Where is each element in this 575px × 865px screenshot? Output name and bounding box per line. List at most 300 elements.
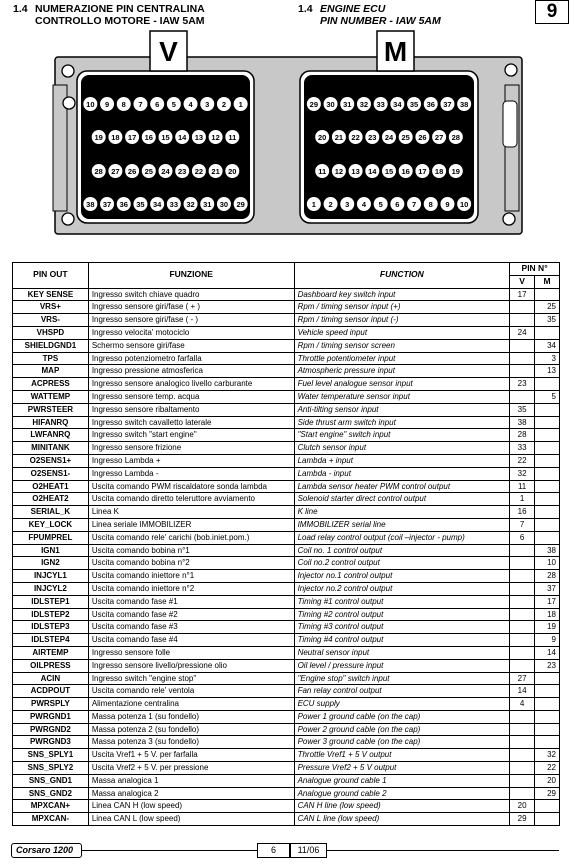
cell-pin-v [510, 352, 535, 365]
cell-pin-m [535, 429, 560, 442]
cell-pin-v [510, 608, 535, 621]
pin-number: 11 [228, 132, 237, 142]
cell-function: Power 1 ground cable (on the cap) [294, 710, 510, 723]
cell-function: Atmospheric pressure input [294, 365, 510, 378]
pin-number: 36 [119, 199, 128, 209]
pin-number: 15 [384, 166, 394, 176]
cell-pin-out: PWRGND1 [13, 710, 89, 723]
table-row [13, 390, 560, 403]
cell-funzione: Ingresso switch "start engine" [88, 429, 294, 442]
pin-number: 32 [359, 99, 369, 109]
cell-function: Lambda + input [294, 454, 510, 467]
cell-pin-m [535, 672, 560, 685]
cell-pin-v: 4 [510, 698, 535, 711]
cell-funzione: Uscita comando fase #1 [88, 595, 294, 608]
ecu-connector-diagram [0, 0, 575, 262]
cell-pin-out: MINITANK [13, 442, 89, 455]
cell-pin-out: O2SENS1- [13, 467, 89, 480]
table-row [13, 685, 560, 698]
cell-pin-v [510, 762, 535, 775]
pin-number: 10 [86, 99, 95, 109]
table-row [13, 467, 560, 480]
cell-pin-m: 19 [535, 621, 560, 634]
pin-number: 13 [351, 166, 360, 176]
cell-pin-m [535, 480, 560, 493]
cell-pin-out: PWRGND2 [13, 723, 89, 736]
right-slot [503, 101, 517, 147]
cell-function: Load relay control output (coil –injector - pump) [294, 531, 510, 544]
table-row [13, 557, 560, 570]
cell-pin-v [510, 339, 535, 352]
table-row [13, 672, 560, 685]
pin-number: 22 [194, 166, 204, 176]
cell-pin-out: HIFANRQ [13, 416, 89, 429]
pin-number: 27 [111, 166, 120, 176]
cell-pin-v [510, 390, 535, 403]
cell-pin-v [510, 787, 535, 800]
cell-funzione: Uscita Vref1 + 5 V. per farfalla [88, 749, 294, 762]
cell-pin-m [535, 442, 560, 455]
cell-pin-m [535, 800, 560, 813]
pin-number: 10 [459, 199, 469, 209]
cell-pin-out: PWRSTEER [13, 403, 89, 416]
cell-function: CAN L line (low speed) [294, 813, 510, 826]
pin-number: 20 [318, 132, 327, 142]
cell-function: Neutral sensor input [294, 646, 510, 659]
cell-funzione: Linea K [88, 506, 294, 519]
cell-function: Solenoid starter direct control output [294, 493, 510, 506]
cell-pin-out: ACDPOUT [13, 685, 89, 698]
table-row [13, 378, 560, 391]
table-row [13, 698, 560, 711]
cell-funzione: Linea seriale IMMOBILIZER [88, 518, 294, 531]
pin-number: 24 [384, 132, 394, 142]
pin-number: 31 [343, 99, 352, 109]
cell-funzione: Ingresso sensore giri/fase ( - ) [88, 314, 294, 327]
pin-number: 15 [161, 132, 170, 142]
cell-pin-v: 27 [510, 672, 535, 685]
pin-number: 38 [459, 99, 469, 109]
pin-number: 12 [211, 132, 220, 142]
cell-funzione: Ingresso sensore frizione [88, 442, 294, 455]
cell-function: Timing #3 control output [294, 621, 510, 634]
cell-pin-out: KEY_LOCK [13, 518, 89, 531]
cell-pin-m [535, 518, 560, 531]
cell-pin-v [510, 723, 535, 736]
cell-pin-m [535, 723, 560, 736]
cell-funzione: Massa analogica 2 [88, 787, 294, 800]
cell-pin-v: 7 [510, 518, 535, 531]
table-row [13, 723, 560, 736]
table-row [13, 314, 560, 327]
pin-number: 29 [309, 99, 319, 109]
cell-funzione: Ingresso sensore ribaltamento [88, 403, 294, 416]
table-row [13, 493, 560, 506]
pin-number: 36 [426, 99, 435, 109]
pin-number: 16 [144, 132, 153, 142]
cell-pin-out: INJCYL2 [13, 582, 89, 595]
pin-number: 7 [411, 199, 417, 209]
pin-number: 32 [186, 199, 195, 209]
cell-pin-out: IDLSTEP1 [13, 595, 89, 608]
footer-date: 11/06 [290, 843, 327, 858]
pin-number: 6 [395, 199, 400, 209]
pin-number: 28 [451, 132, 460, 142]
cell-funzione: Massa potenza 3 (su fondello) [88, 736, 294, 749]
label-m: M [383, 36, 408, 67]
cell-pin-out: O2HEAT2 [13, 493, 89, 506]
footer-rule-right [327, 850, 559, 851]
table-row [13, 416, 560, 429]
col-pin-out: PIN OUT [13, 263, 89, 289]
cell-funzione: Ingresso Lambda + [88, 454, 294, 467]
page-tab: 9 [535, 0, 569, 24]
cell-funzione: Uscita Vref2 + 5 V. per pressione [88, 762, 294, 775]
cell-funzione: Uscita comando fase #3 [88, 621, 294, 634]
table-row [13, 326, 560, 339]
cell-pin-m: 23 [535, 659, 560, 672]
cell-function: "Engine stop" switch input [294, 672, 510, 685]
title-it-line2: CONTROLLO MOTORE - IAW 5AM [35, 15, 205, 27]
cell-funzione: Massa potenza 2 (su fondello) [88, 723, 294, 736]
table-row [13, 570, 560, 583]
cell-pin-v: 33 [510, 442, 535, 455]
title-en-line1: ENGINE ECU [320, 3, 386, 15]
cell-function: Pressure Vref2 + 5 V output [294, 762, 510, 775]
cell-pin-out: MPXCAN- [13, 813, 89, 826]
cell-function: Oil level / pressure input [294, 659, 510, 672]
cell-pin-out: KEY SENSE [13, 288, 89, 301]
mount-hole-tr [505, 64, 517, 76]
pin-number: 3 [345, 199, 350, 209]
cell-pin-v: 17 [510, 288, 535, 301]
pin-table [12, 262, 560, 826]
cell-pin-m: 28 [535, 570, 560, 583]
section-number-en: 1.4 [298, 3, 313, 15]
cell-funzione: Uscita comando iniettore n°1 [88, 570, 294, 583]
cell-pin-m: 9 [535, 634, 560, 647]
cell-funzione: Ingresso sensore giri/fase ( + ) [88, 301, 294, 314]
cell-pin-out: SERIAL_K [13, 506, 89, 519]
cell-pin-v [510, 557, 535, 570]
cell-pin-m [535, 326, 560, 339]
pin-number: 2 [328, 199, 333, 209]
cell-pin-out: IDLSTEP3 [13, 621, 89, 634]
cell-pin-m: 22 [535, 762, 560, 775]
cell-function: Water temperature sensor input [294, 390, 510, 403]
cell-funzione: Ingresso velocita' motociclo [88, 326, 294, 339]
title-en-line2: PIN NUMBER - IAW 5AM [320, 15, 441, 27]
col-pin-n: PIN N° [510, 263, 560, 276]
cell-function: Coil no.2 control output [294, 557, 510, 570]
pin-number: 20 [228, 166, 237, 176]
col-m: M [535, 275, 560, 288]
cell-function: Throttle Vref1 + 5 V output [294, 749, 510, 762]
cell-function: Timing #2 control output [294, 608, 510, 621]
pin-number: 34 [152, 199, 162, 209]
cell-pin-m: 10 [535, 557, 560, 570]
cell-pin-v: 23 [510, 378, 535, 391]
cell-funzione: Ingresso sensore livello/pressione olio [88, 659, 294, 672]
pin-number: 1 [238, 99, 243, 109]
pin-number: 5 [171, 99, 176, 109]
cell-funzione: Uscita comando iniettore n°2 [88, 582, 294, 595]
cell-pin-m: 35 [535, 314, 560, 327]
cell-pin-v: 20 [510, 800, 535, 813]
table-row [13, 544, 560, 557]
cell-pin-out: SHIELDGND1 [13, 339, 89, 352]
cell-function: Rpm / timing sensor input (-) [294, 314, 510, 327]
table-row [13, 749, 560, 762]
table-row [13, 787, 560, 800]
cell-pin-v: 38 [510, 416, 535, 429]
cell-funzione: Ingresso pressione atmosferica [88, 365, 294, 378]
mount-hole-bl [62, 213, 74, 225]
cell-pin-m: 18 [535, 608, 560, 621]
cell-pin-out: ACIN [13, 672, 89, 685]
label-v: V [159, 36, 178, 67]
cell-pin-v: 29 [510, 813, 535, 826]
cell-function: Power 3 ground cable (on the cap) [294, 736, 510, 749]
cell-pin-out: IDLSTEP2 [13, 608, 89, 621]
cell-function: Timing #4 control output [294, 634, 510, 647]
cell-funzione: Ingresso sensore analogico livello carburante [88, 378, 294, 391]
cell-pin-m [535, 403, 560, 416]
col-funzione: FUNZIONE [88, 263, 294, 289]
pin-number: 26 [127, 166, 137, 176]
cell-funzione: Uscita comando PWM riscaldatore sonda lambda [88, 480, 294, 493]
pin-number: 14 [368, 166, 377, 176]
cell-function: Side thrust arm switch input [294, 416, 510, 429]
cell-pin-v: 6 [510, 531, 535, 544]
pin-number: 30 [326, 99, 335, 109]
cell-pin-m [535, 288, 560, 301]
cell-pin-m: 38 [535, 544, 560, 557]
pin-number: 27 [434, 132, 444, 142]
pin-number: 16 [401, 166, 410, 176]
table-row [13, 608, 560, 621]
table-row [13, 762, 560, 775]
cell-pin-v [510, 749, 535, 762]
pin-number: 19 [94, 132, 103, 142]
pin-number: 13 [194, 132, 204, 142]
cell-pin-out: LWFANRQ [13, 429, 89, 442]
pin-number: 35 [136, 199, 145, 209]
cell-pin-m [535, 467, 560, 480]
table-row [13, 454, 560, 467]
cell-funzione: Ingresso sensore folle [88, 646, 294, 659]
cell-pin-m: 13 [535, 365, 560, 378]
footer-model: Corsaro 1200 [11, 843, 82, 858]
table-row [13, 646, 560, 659]
pin-number: 9 [104, 99, 110, 109]
cell-pin-out: SNS_SPLY1 [13, 749, 89, 762]
cell-function: CAN H line (low speed) [294, 800, 510, 813]
cell-pin-out: PWRSPLY [13, 698, 89, 711]
table-row [13, 506, 560, 519]
cell-pin-m [535, 506, 560, 519]
cell-pin-m [535, 531, 560, 544]
mount-hole-ml [63, 97, 75, 109]
cell-function: Power 2 ground cable (on the cap) [294, 723, 510, 736]
table-row [13, 659, 560, 672]
cell-funzione: Schermo sensore giri/fase [88, 339, 294, 352]
pin-number: 12 [334, 166, 344, 176]
cell-function: ECU supply [294, 698, 510, 711]
table-row [13, 736, 560, 749]
table-row [13, 800, 560, 813]
cell-pin-v: 11 [510, 480, 535, 493]
cell-function: Injector no.2 control output [294, 582, 510, 595]
table-row [13, 480, 560, 493]
cell-function: K line [294, 506, 510, 519]
cell-function: Injector no.1 control output [294, 570, 510, 583]
pin-number: 38 [86, 199, 95, 209]
cell-pin-v [510, 621, 535, 634]
pin-number: 34 [393, 99, 402, 109]
cell-pin-v [510, 646, 535, 659]
cell-pin-v [510, 736, 535, 749]
cell-pin-m [535, 698, 560, 711]
pin-number: 17 [127, 132, 137, 142]
table-row [13, 288, 560, 301]
pin-number: 18 [434, 166, 444, 176]
cell-pin-v [510, 595, 535, 608]
table-row [13, 365, 560, 378]
pin-number: 7 [138, 99, 143, 109]
pin-number: 30 [219, 199, 229, 209]
table-row [13, 582, 560, 595]
cell-pin-out: IGN2 [13, 557, 89, 570]
cell-pin-v [510, 582, 535, 595]
cell-pin-out: IGN1 [13, 544, 89, 557]
cell-function: Vehicle speed input [294, 326, 510, 339]
table-row [13, 429, 560, 442]
cell-pin-out: TPS [13, 352, 89, 365]
cell-pin-out: SNS_GND2 [13, 787, 89, 800]
pin-number: 24 [161, 166, 170, 176]
cell-pin-v: 28 [510, 429, 535, 442]
pin-number: 23 [368, 132, 377, 142]
table-row [13, 403, 560, 416]
cell-pin-v [510, 544, 535, 557]
cell-pin-out: SNS_SPLY2 [13, 762, 89, 775]
cell-pin-v: 24 [510, 326, 535, 339]
table-row [13, 595, 560, 608]
cell-function: Clutch sensor input [294, 442, 510, 455]
cell-funzione: Alimentazione centralina [88, 698, 294, 711]
cell-funzione: Ingresso potenziometro farfalla [88, 352, 294, 365]
cell-pin-m: 32 [535, 749, 560, 762]
table-row [13, 301, 560, 314]
cell-pin-out: SNS_GND1 [13, 774, 89, 787]
cell-funzione: Uscita comando rele' ventola [88, 685, 294, 698]
table-row [13, 813, 560, 826]
pin-rows [13, 288, 560, 825]
table-row [13, 621, 560, 634]
table-row [13, 774, 560, 787]
cell-pin-m [535, 454, 560, 467]
cell-pin-m [535, 736, 560, 749]
cell-pin-v [510, 710, 535, 723]
cell-pin-out: INJCYL1 [13, 570, 89, 583]
pin-number: 6 [155, 99, 160, 109]
cell-pin-out: VRS+ [13, 301, 89, 314]
cell-pin-v [510, 570, 535, 583]
pin-number: 5 [378, 199, 383, 209]
cell-pin-out: ACPRESS [13, 378, 89, 391]
cell-pin-out: WATTEMP [13, 390, 89, 403]
cell-function: Anti-tilting sensor input [294, 403, 510, 416]
pin-number: 18 [111, 132, 120, 142]
cell-pin-v [510, 365, 535, 378]
pin-number: 37 [102, 199, 112, 209]
pin-number: 17 [418, 166, 427, 176]
cell-pin-v: 16 [510, 506, 535, 519]
col-function: FUNCTION [294, 263, 510, 289]
cell-pin-m: 14 [535, 646, 560, 659]
mount-hole-br [503, 213, 515, 225]
pin-number: 19 [451, 166, 460, 176]
cell-pin-out: OILPRESS [13, 659, 89, 672]
pin-number: 11 [318, 166, 327, 176]
cell-function: "Start engine" switch input [294, 429, 510, 442]
cell-function: Rpm / timing sensor input (+) [294, 301, 510, 314]
cell-pin-m: 34 [535, 339, 560, 352]
cell-pin-m: 17 [535, 595, 560, 608]
pin-number: 26 [418, 132, 427, 142]
cell-pin-out: O2SENS1+ [13, 454, 89, 467]
cell-pin-m: 3 [535, 352, 560, 365]
pin-number: 8 [121, 99, 126, 109]
cell-funzione: Uscita comando rele' carichi (bob.iniet.pom.) [88, 531, 294, 544]
table-row [13, 339, 560, 352]
cell-function: Fuel level analogue sensor input [294, 378, 510, 391]
pin-number: 21 [334, 132, 344, 142]
cell-funzione: Uscita comando bobina n°1 [88, 544, 294, 557]
cell-pin-m: 29 [535, 787, 560, 800]
cell-function: Lambda sensor heater PWM control output [294, 480, 510, 493]
pin-number: 21 [211, 166, 220, 176]
cell-pin-m: 37 [535, 582, 560, 595]
cell-pin-v [510, 301, 535, 314]
cell-funzione: Ingresso switch "engine stop" [88, 672, 294, 685]
cell-pin-m [535, 378, 560, 391]
cell-pin-out: VRS- [13, 314, 89, 327]
pin-number: 14 [178, 132, 187, 142]
col-v: V [510, 275, 535, 288]
cell-function: Throttle potentiometer input [294, 352, 510, 365]
cell-function: Dashboard key switch input [294, 288, 510, 301]
cell-function: Lambda - input [294, 467, 510, 480]
footer-page: 6 [257, 843, 290, 858]
pin-number: 31 [203, 199, 212, 209]
pin-number: 25 [401, 132, 410, 142]
cell-pin-m [535, 493, 560, 506]
cell-pin-m [535, 813, 560, 826]
cell-function: Timing #1 control output [294, 595, 510, 608]
cell-funzione: Uscita comando fase #4 [88, 634, 294, 647]
cell-funzione: Linea CAN L (low speed) [88, 813, 294, 826]
cell-pin-v: 32 [510, 467, 535, 480]
cell-funzione: Ingresso Lambda - [88, 467, 294, 480]
cell-funzione: Uscita comando bobina n°2 [88, 557, 294, 570]
cell-pin-out: IDLSTEP4 [13, 634, 89, 647]
cell-pin-out: FPUMPREL [13, 531, 89, 544]
cell-function: IMMOBILIZER serial line [294, 518, 510, 531]
cell-pin-v: 14 [510, 685, 535, 698]
cell-funzione: Ingresso switch chiave quadro [88, 288, 294, 301]
